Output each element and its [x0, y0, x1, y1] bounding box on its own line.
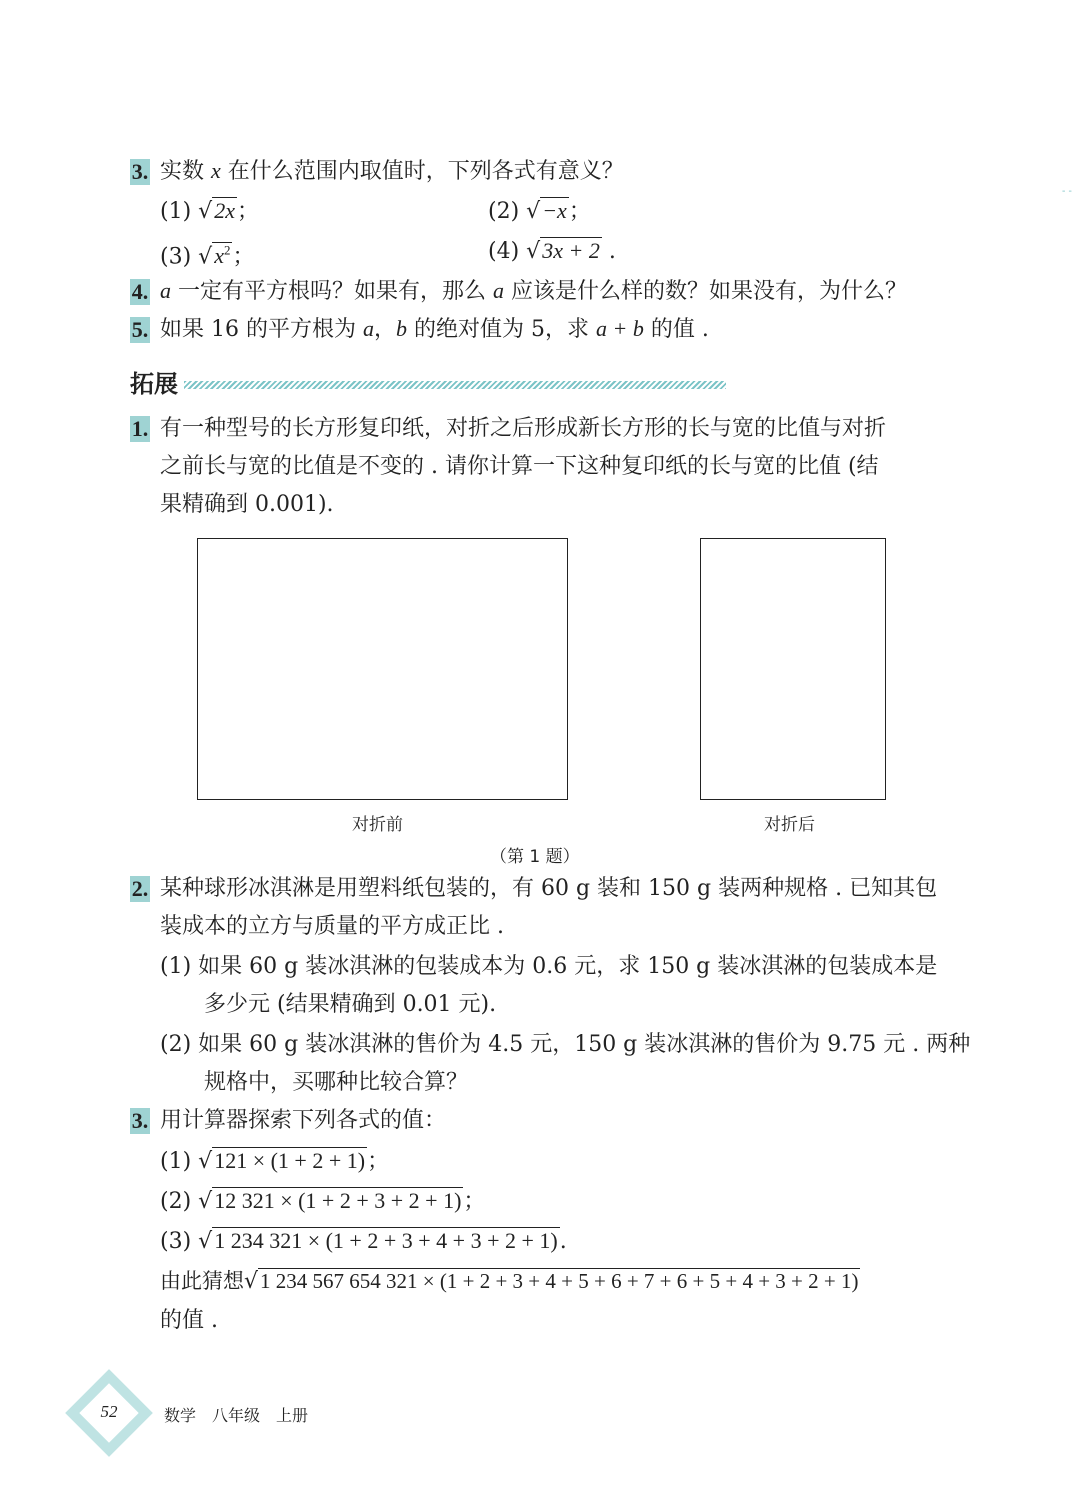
extension-3-number: 3. [131, 1108, 149, 1133]
sqrt-expression: $√x^2$ [198, 243, 231, 270]
exercise-3-item-4: (4) √3x + 2 . [488, 236, 616, 267]
extension-3-guess-suffix: 的值 . [160, 1308, 218, 1333]
edge-dash-icon: - - [1062, 186, 1072, 197]
exercise-3-item-3: (3) $√x^2$； [160, 236, 254, 272]
exercise-3-number: 3. [131, 159, 149, 184]
exercise-4-number: 4. [131, 279, 149, 304]
exercise-5-number: 5. [131, 317, 149, 342]
extension-3-item-2: (2) √12 321 × (1 + 2 + 3 + 2 + 1)； [160, 1186, 485, 1217]
extension-3-item-3: (3) √1 234 321 × (1 + 2 + 3 + 4 + 3 + 2 + 1). [160, 1226, 567, 1257]
exercise-3-stem: 3. 实数 x 在什么范围内取值时，下列各式有意义？ [131, 158, 624, 184]
page-number: 52 [100, 1402, 118, 1421]
extension-2-sub-2-line-1: (2) 如果 60 g 装冰淇淋的售价为 4.5 元，150 g 装冰淇淋的售价为 9.75 元 . 两种 [160, 1032, 971, 1057]
caption-before-fold: 对折前 [352, 815, 403, 835]
extension-2-sub-2-line-2: 规格中，买哪种比较合算？ [204, 1070, 469, 1095]
sqrt-expression: √3x + 2 [526, 238, 600, 264]
extension-2-number: 2. [131, 876, 149, 901]
sqrt-expression: √121 × (1 + 2 + 1) [198, 1148, 366, 1174]
caption-after-fold: 对折后 [764, 815, 815, 835]
extension-1-line-3: 果精确到 0.001). [160, 492, 334, 517]
extension-1-line-2: 之前长与宽的比值是不变的 . 请你计算一下这种复印纸的长与宽的比值 (结 [160, 454, 879, 479]
exercise-3-item-2: (2) √−x； [488, 196, 591, 227]
extension-3-guess: 由此猜想√1 234 567 654 321 × (1 + 2 + 3 + 4 + 5 + 6 + 7 + 6 + 5 + 4 + 3 + 2 + 1) [160, 1266, 860, 1297]
extension-2-line-2: 装成本的立方与质量的平方成正比 . [160, 914, 504, 939]
sqrt-expression: √2x [198, 198, 235, 224]
exercise-5: 5. 如果 16 的平方根为 a，b 的绝对值为 5，求 a + b 的值 . [131, 316, 709, 342]
extension-3-item-1: (1) √121 × (1 + 2 + 1)； [160, 1146, 389, 1177]
book-title: 数学 八年级 上册 [164, 1406, 309, 1425]
exercise-4: 4. a 一定有平方根吗？如果有，那么 a 应该是什么样的数？如果没有，为什么？ [131, 278, 908, 304]
extension-1-line-1: 1. 有一种型号的长方形复印纸，对折之后形成新长方形的长与宽的比值与对折 [131, 416, 887, 441]
paper-before-fold [197, 538, 568, 800]
figure-caption: （第 1 题） [490, 847, 580, 867]
extension-2-sub-1-line-2: 多少元 (结果精确到 0.01 元). [204, 992, 497, 1017]
sqrt-expression: √12 321 × (1 + 2 + 3 + 2 + 1) [198, 1188, 462, 1214]
extension-1-number: 1. [131, 416, 149, 441]
sqrt-expression: √1 234 321 × (1 + 2 + 3 + 4 + 3 + 2 + 1) [198, 1228, 558, 1254]
extension-2-sub-1-line-1: (1) 如果 60 g 装冰淇淋的包装成本为 0.6 元，求 150 g 装冰淇淋的包装成本是 [160, 954, 938, 979]
extension-3-stem: 3. 用计算器探索下列各式的值： [131, 1108, 447, 1133]
section-divider [184, 381, 726, 389]
paper-after-fold [700, 538, 886, 800]
exercise-3-item-1: (1) √2x； [160, 196, 259, 227]
extension-2-line-1: 2. 某种球形冰淇淋是用塑料纸包装的，有 60 g 装和 150 g 装两种规格 . 已知其包 [131, 876, 938, 901]
sqrt-expression: √−x [526, 198, 567, 224]
section-title: 拓展 [130, 370, 178, 398]
sqrt-expression: √1 234 567 654 321 × (1 + 2 + 3 + 4 + 5 + 6 + 7 + 6 + 5 + 4 + 3 + 2 + 1) [244, 1269, 859, 1294]
